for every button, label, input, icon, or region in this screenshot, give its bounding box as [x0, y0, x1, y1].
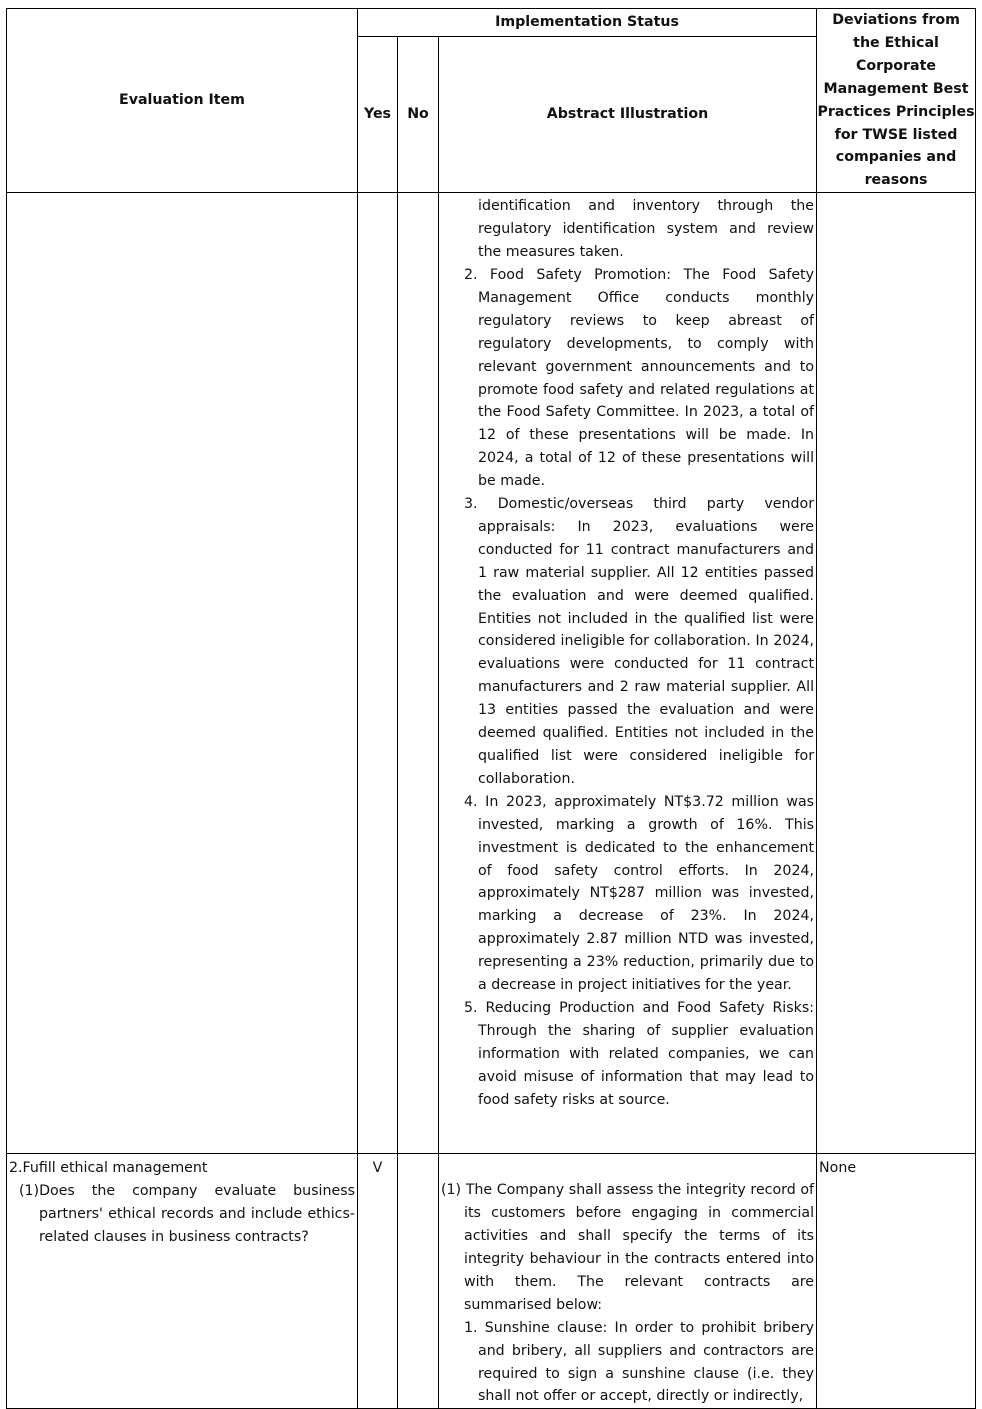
- header-no: No: [398, 36, 439, 193]
- header-deviations: Deviations from the Ethical Corporate Management Best Practices Principles for TWSE listed companies and reasons: [817, 9, 976, 193]
- yes-cell: V: [358, 1154, 398, 1409]
- evaluation-heading: 2.Fufill ethical management: [9, 1160, 208, 1177]
- no-cell: [398, 193, 439, 1154]
- evaluation-item-cell: [7, 1154, 358, 1409]
- evaluation-question: (1)Does the company evaluate business partners' ethical records and include ethics-related clauses in business contracts?: [19, 1183, 355, 1245]
- corporate-governance-evaluation-table: [6, 8, 976, 1409]
- abstract-list-item: 2. Food Safety Promotion: The Food Safety Management Office conducts monthly regulatory reviews to keep abreast of regulatory developments, to comply with relevant government announcements and to promote food safety and related regulations at the Food Safety Committee. In 2023, a total of 12 of these presentations will be made. In 2024, a total of 12 of these presentations will be made.: [464, 266, 815, 490]
- abstract-list-item: 4. In 2023, approximately NT$3.72 million was invested, marking a growth of 16%. This investment is dedicated to the enhancement of food safety control efforts. In 2024, approximately NT$287 million was invested, marking a decrease of 23%. In 2024, approximately 2.87 million NTD was invested, representing a 23% reduction, primarily due to a decrease in project initiatives for the year.: [464, 793, 815, 994]
- header-evaluation-item: Evaluation Item: [7, 9, 358, 193]
- table-row: [7, 1154, 976, 1409]
- deviation-cell: [817, 193, 976, 1154]
- abstract-list-item: 3. Domestic/overseas third party vendor appraisals: In 2023, evaluations were conducted for 11 contract manufacturers and 1 raw material supplier. All 12 entities passed the evaluation and were deemed qualified. Entities not included in the qualified list were considered ineligible for collaboration. In 2024, evaluations were conducted for 11 contract manufacturers and 2 raw material supplier. All 13 entities passed the evaluation and were deemed qualified. Entities not included in the qualified list were considered ineligible for collaboration.: [464, 496, 815, 787]
- evaluation-item-cell: [7, 193, 358, 1154]
- abstract-list-item: 5. Reducing Production and Food Safety Risks: Through the sharing of supplier evaluation information with related companies, we can avoid misuse of information that may lead to food safety risks at source.: [464, 999, 815, 1108]
- abstract-illustration-cell: [439, 193, 817, 1154]
- abstract-continuation: identification and inventory through the regulatory identification system and review the measures taken.: [478, 198, 815, 261]
- header-yes: Yes: [358, 36, 398, 193]
- table-row: [7, 193, 976, 1154]
- abstract-list-item: 1. Sunshine clause: In order to prohibit bribery and bribery, all suppliers and contractors are required to sign a sunshine clause (i.e. they shall not offer or accept, directly or indirectly,: [464, 1319, 815, 1405]
- no-cell: [398, 1154, 439, 1409]
- deviation-cell: None: [817, 1154, 976, 1409]
- abstract-intro: (1) The Company shall assess the integrity record of its customers before engaging in commercial activities and shall specify the terms of its integrity behaviour in the contracts entered into with them. The relevant contracts are summarised below:: [441, 1182, 815, 1313]
- abstract-illustration-cell: [439, 1154, 817, 1409]
- header-implementation-status: Implementation Status: [358, 9, 817, 37]
- yes-cell: [358, 193, 398, 1154]
- header-abstract-illustration: Abstract Illustration: [439, 36, 817, 193]
